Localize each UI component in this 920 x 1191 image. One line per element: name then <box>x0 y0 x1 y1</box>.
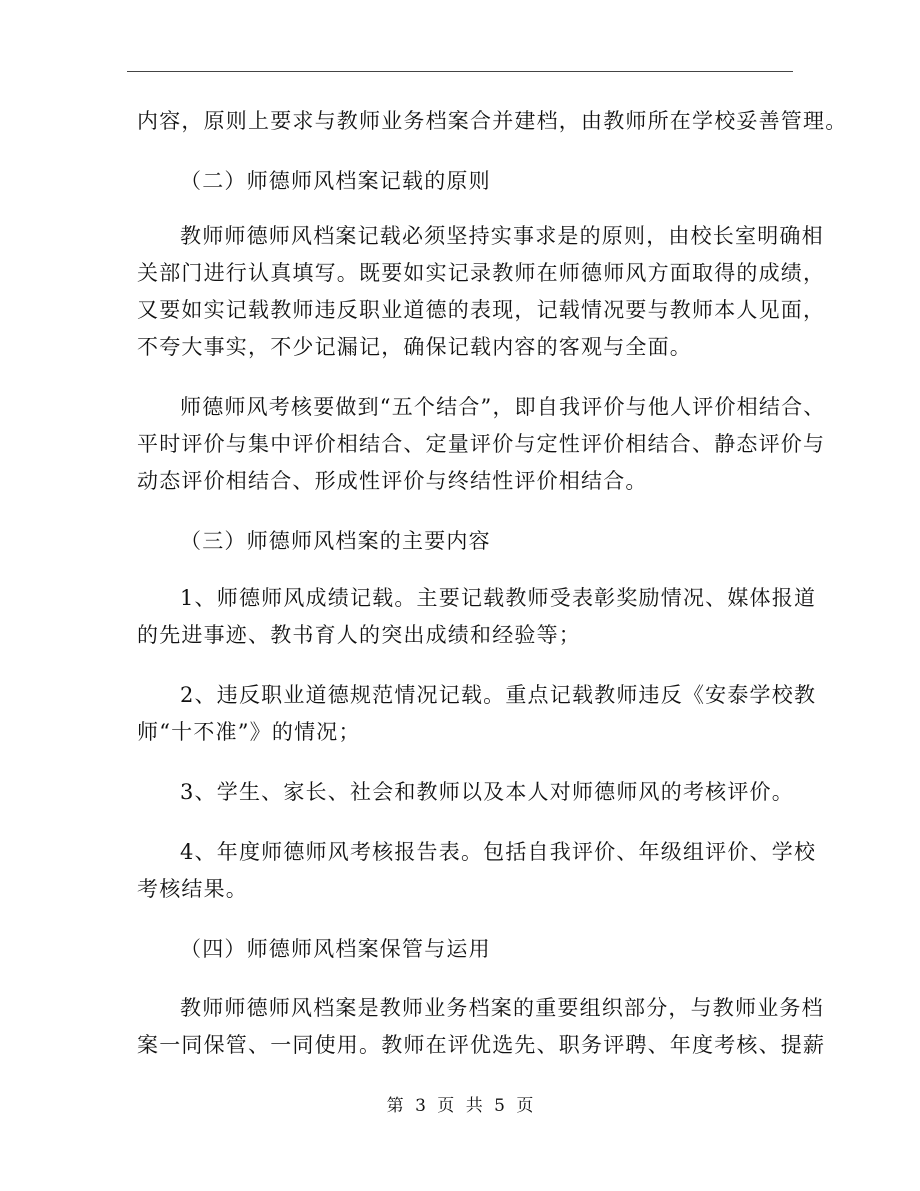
text-line: 师德师风考核要做到“五个结合”，即自我评价与他人评价相结合、 <box>180 395 826 419</box>
text-line: 教师师德师风档案记载必须坚持实事求是的原则，由校长室明确相 <box>180 224 824 248</box>
text-line: 平时评价与集中评价相结合、定量评价与定性评价相结合、静态评价与 <box>137 432 826 456</box>
text-line: 2、违反职业道德规范情况记载。重点记载教师违反《安泰学校教 <box>180 683 817 707</box>
text-line: 3、学生、家长、社会和教师以及本人对师德师风的考核评价。 <box>180 780 794 804</box>
text-line: 4、年度师德师风考核报告表。包括自我评价、年级组评价、学校 <box>180 840 817 864</box>
section-heading: （三）师德师风档案的主要内容 <box>180 529 491 553</box>
text-line: 动态评价相结合、形成性评价与终结性评价相结合。 <box>137 469 648 493</box>
text-line: 的先进事迹、教书育人的突出成绩和经验等； <box>137 623 581 647</box>
text-line: 又要如实记载教师违反职业道德的表现，记载情况要与教师本人见面， <box>137 298 826 322</box>
text-line: 案一同保管、一同使用。教师在评优选先、职务评聘、年度考核、提薪 <box>137 1033 826 1057</box>
text-line: 1、师德师风成绩记载。主要记载教师受表彰奖励情况、媒体报道 <box>180 586 817 610</box>
text-line: 不夸大事实，不少记漏记，确保记载内容的客观与全面。 <box>137 335 692 359</box>
section-heading: （四）师德师风档案保管与运用 <box>180 937 491 961</box>
text-line: 关部门进行认真填写。既要如实记录教师在师德师风方面取得的成绩， <box>137 261 826 285</box>
text-line: 师“十不准”》的情况； <box>137 720 361 744</box>
text-line: 考核结果。 <box>137 877 248 901</box>
section-heading: （二）师德师风档案记载的原则 <box>180 169 491 193</box>
page-footer: 第 3 页 共 5 页 <box>386 1096 534 1116</box>
text-line: 教师师德师风档案是教师业务档案的重要组织部分，与教师业务档 <box>180 996 824 1020</box>
text-line: 内容，原则上要求与教师业务档案合并建档，由教师所在学校妥善管理。 <box>137 109 848 133</box>
header-rule <box>127 71 793 72</box>
